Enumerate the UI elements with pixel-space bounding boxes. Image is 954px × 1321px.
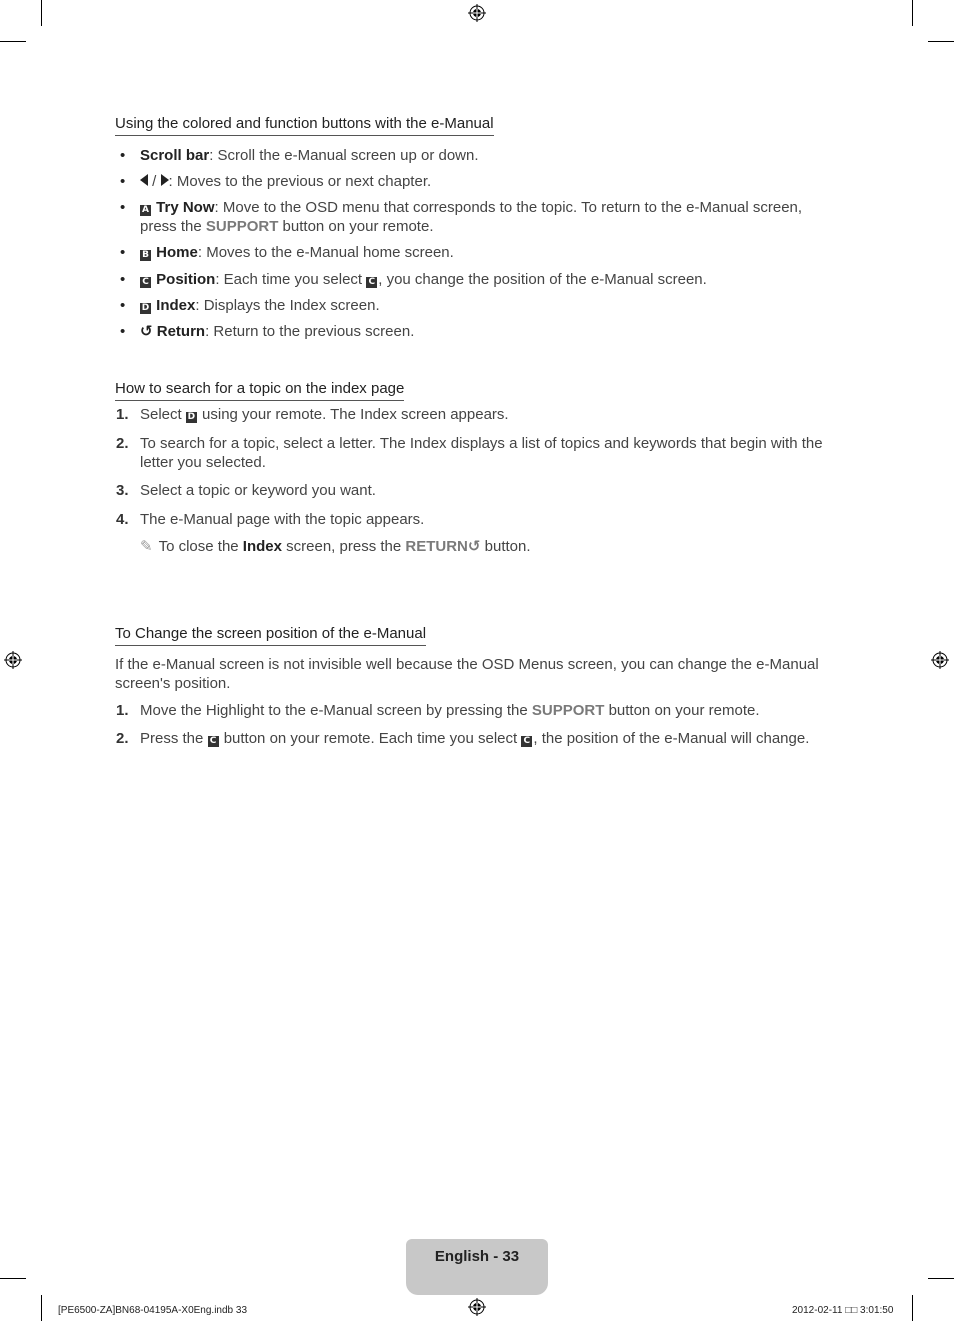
list-item-position	[140, 270, 707, 289]
list-item-chapter-arrows	[140, 172, 431, 191]
note-pencil-icon: ✎	[140, 538, 153, 555]
bullet: •	[120, 297, 126, 314]
bullet: •	[120, 173, 126, 190]
registration-mark-icon	[468, 4, 486, 22]
return-icon: ↺	[140, 322, 153, 340]
bullet: •	[120, 199, 126, 216]
list-item-home	[140, 243, 454, 262]
desc: : Each time you select	[215, 271, 367, 288]
step-text: button on your remote.	[604, 702, 760, 719]
note-text: button.	[480, 538, 531, 555]
support-button-label: SUPPORT	[531, 702, 605, 719]
note-text: screen, press the	[281, 538, 406, 555]
support-button-label: SUPPORT	[205, 218, 279, 235]
step-1	[140, 405, 509, 424]
footer-timestamp: 2012-02-11 □□ 3:01:50	[792, 1305, 894, 1316]
page-number-tab	[406, 1239, 548, 1295]
step-2-line1: To search for a topic, select a letter. The Index displays a list of topics and keywords that begin with the	[140, 435, 823, 452]
step-number: 2.	[116, 435, 129, 452]
section-heading-index-search: How to search for a topic on the index page	[115, 379, 404, 401]
step-number: 2.	[116, 730, 129, 747]
step-number: 1.	[116, 702, 129, 719]
section-heading-colored-buttons: Using the colored and function buttons with the e-Manual	[115, 114, 494, 136]
list-item-try-now	[140, 198, 802, 217]
crop-mark	[928, 1278, 954, 1279]
step-text: Press the	[140, 730, 208, 747]
crop-mark	[0, 1278, 26, 1279]
desc: , you change the position of the e-Manual screen.	[378, 271, 707, 288]
c-button-icon: C	[208, 736, 219, 747]
term-try-now: Try Now	[156, 199, 215, 216]
desc: : Moves to the previous or next chapter.	[168, 173, 432, 190]
step-text: , the position of the e-Manual will change.	[533, 730, 810, 747]
crop-mark	[928, 41, 954, 42]
note	[140, 537, 531, 556]
c-button-icon: C	[140, 277, 151, 288]
step-3: Select a topic or keyword you want.	[140, 482, 376, 499]
step-1	[140, 701, 760, 720]
step-text: using your remote. The Index screen appears.	[197, 406, 509, 423]
footer-file-name: [PE6500-ZA]BN68-04195A-X0Eng.indb 33	[58, 1305, 248, 1316]
c-button-icon: C	[366, 277, 377, 288]
desc: : Displays the Index screen.	[195, 297, 380, 314]
desc: button on your remote.	[278, 218, 434, 235]
step-2	[140, 729, 809, 748]
desc: : Scroll the e-Manual screen up or down.	[209, 147, 479, 164]
step-4: The e-Manual page with the topic appears.	[140, 511, 425, 528]
step-text: Select	[140, 406, 186, 423]
term-position: Position	[156, 271, 216, 288]
step-number: 3.	[116, 482, 129, 499]
right-arrow-icon	[161, 174, 169, 186]
registration-mark-icon	[4, 651, 22, 669]
list-item-index	[140, 296, 380, 315]
separator: /	[148, 173, 161, 190]
bullet: •	[120, 323, 126, 340]
crop-mark	[912, 1295, 913, 1321]
step-number: 1.	[116, 406, 129, 423]
bullet: •	[120, 271, 126, 288]
list-item-scroll-bar	[140, 146, 479, 165]
c-button-icon: C	[521, 736, 532, 747]
d-button-icon: D	[187, 412, 196, 422]
a-button-icon: A	[140, 205, 151, 216]
step-2-line2: letter you selected.	[140, 454, 266, 471]
step-text: Move the Highlight to the e-Manual screen by pressing the	[140, 702, 532, 719]
term-scroll-bar: Scroll bar	[140, 147, 210, 164]
term-index: Index	[156, 297, 196, 314]
note-text: To close the	[158, 538, 243, 555]
section-heading-screen-position: To Change the screen position of the e-Manual	[115, 624, 426, 646]
registration-mark-icon	[468, 1298, 486, 1316]
d-button-icon: D	[141, 303, 150, 313]
return-button-label: RETURN	[405, 538, 468, 555]
step-text: button on your remote. Each time you select	[219, 730, 522, 747]
desc: : Moves to the e-Manual home screen.	[197, 244, 454, 261]
intro-line2: screen's position.	[115, 675, 231, 692]
list-item-try-now-line2	[140, 217, 433, 236]
bullet: •	[120, 147, 126, 164]
b-button-icon: B	[140, 250, 151, 261]
left-arrow-icon	[140, 174, 148, 186]
registration-mark-icon	[931, 651, 949, 669]
list-item-return	[140, 322, 414, 341]
return-icon: ↺	[467, 537, 481, 555]
term-return: Return	[156, 323, 206, 340]
intro-line1: If the e-Manual screen is not invisible well because the OSD Menus screen, you can change the e-Manual	[115, 656, 819, 673]
term-index: Index	[242, 538, 282, 555]
page-number: English - 33	[434, 1248, 520, 1265]
bullet: •	[120, 244, 126, 261]
desc: : Return to the previous screen.	[205, 323, 415, 340]
crop-mark	[0, 41, 26, 42]
desc: press the	[140, 218, 206, 235]
step-number: 4.	[116, 511, 129, 528]
crop-mark	[41, 1295, 42, 1321]
crop-mark	[912, 0, 913, 26]
desc: : Move to the OSD menu that corresponds to the topic. To return to the e-Manual screen,	[214, 199, 803, 216]
crop-mark	[41, 0, 42, 26]
term-home: Home	[156, 244, 198, 261]
